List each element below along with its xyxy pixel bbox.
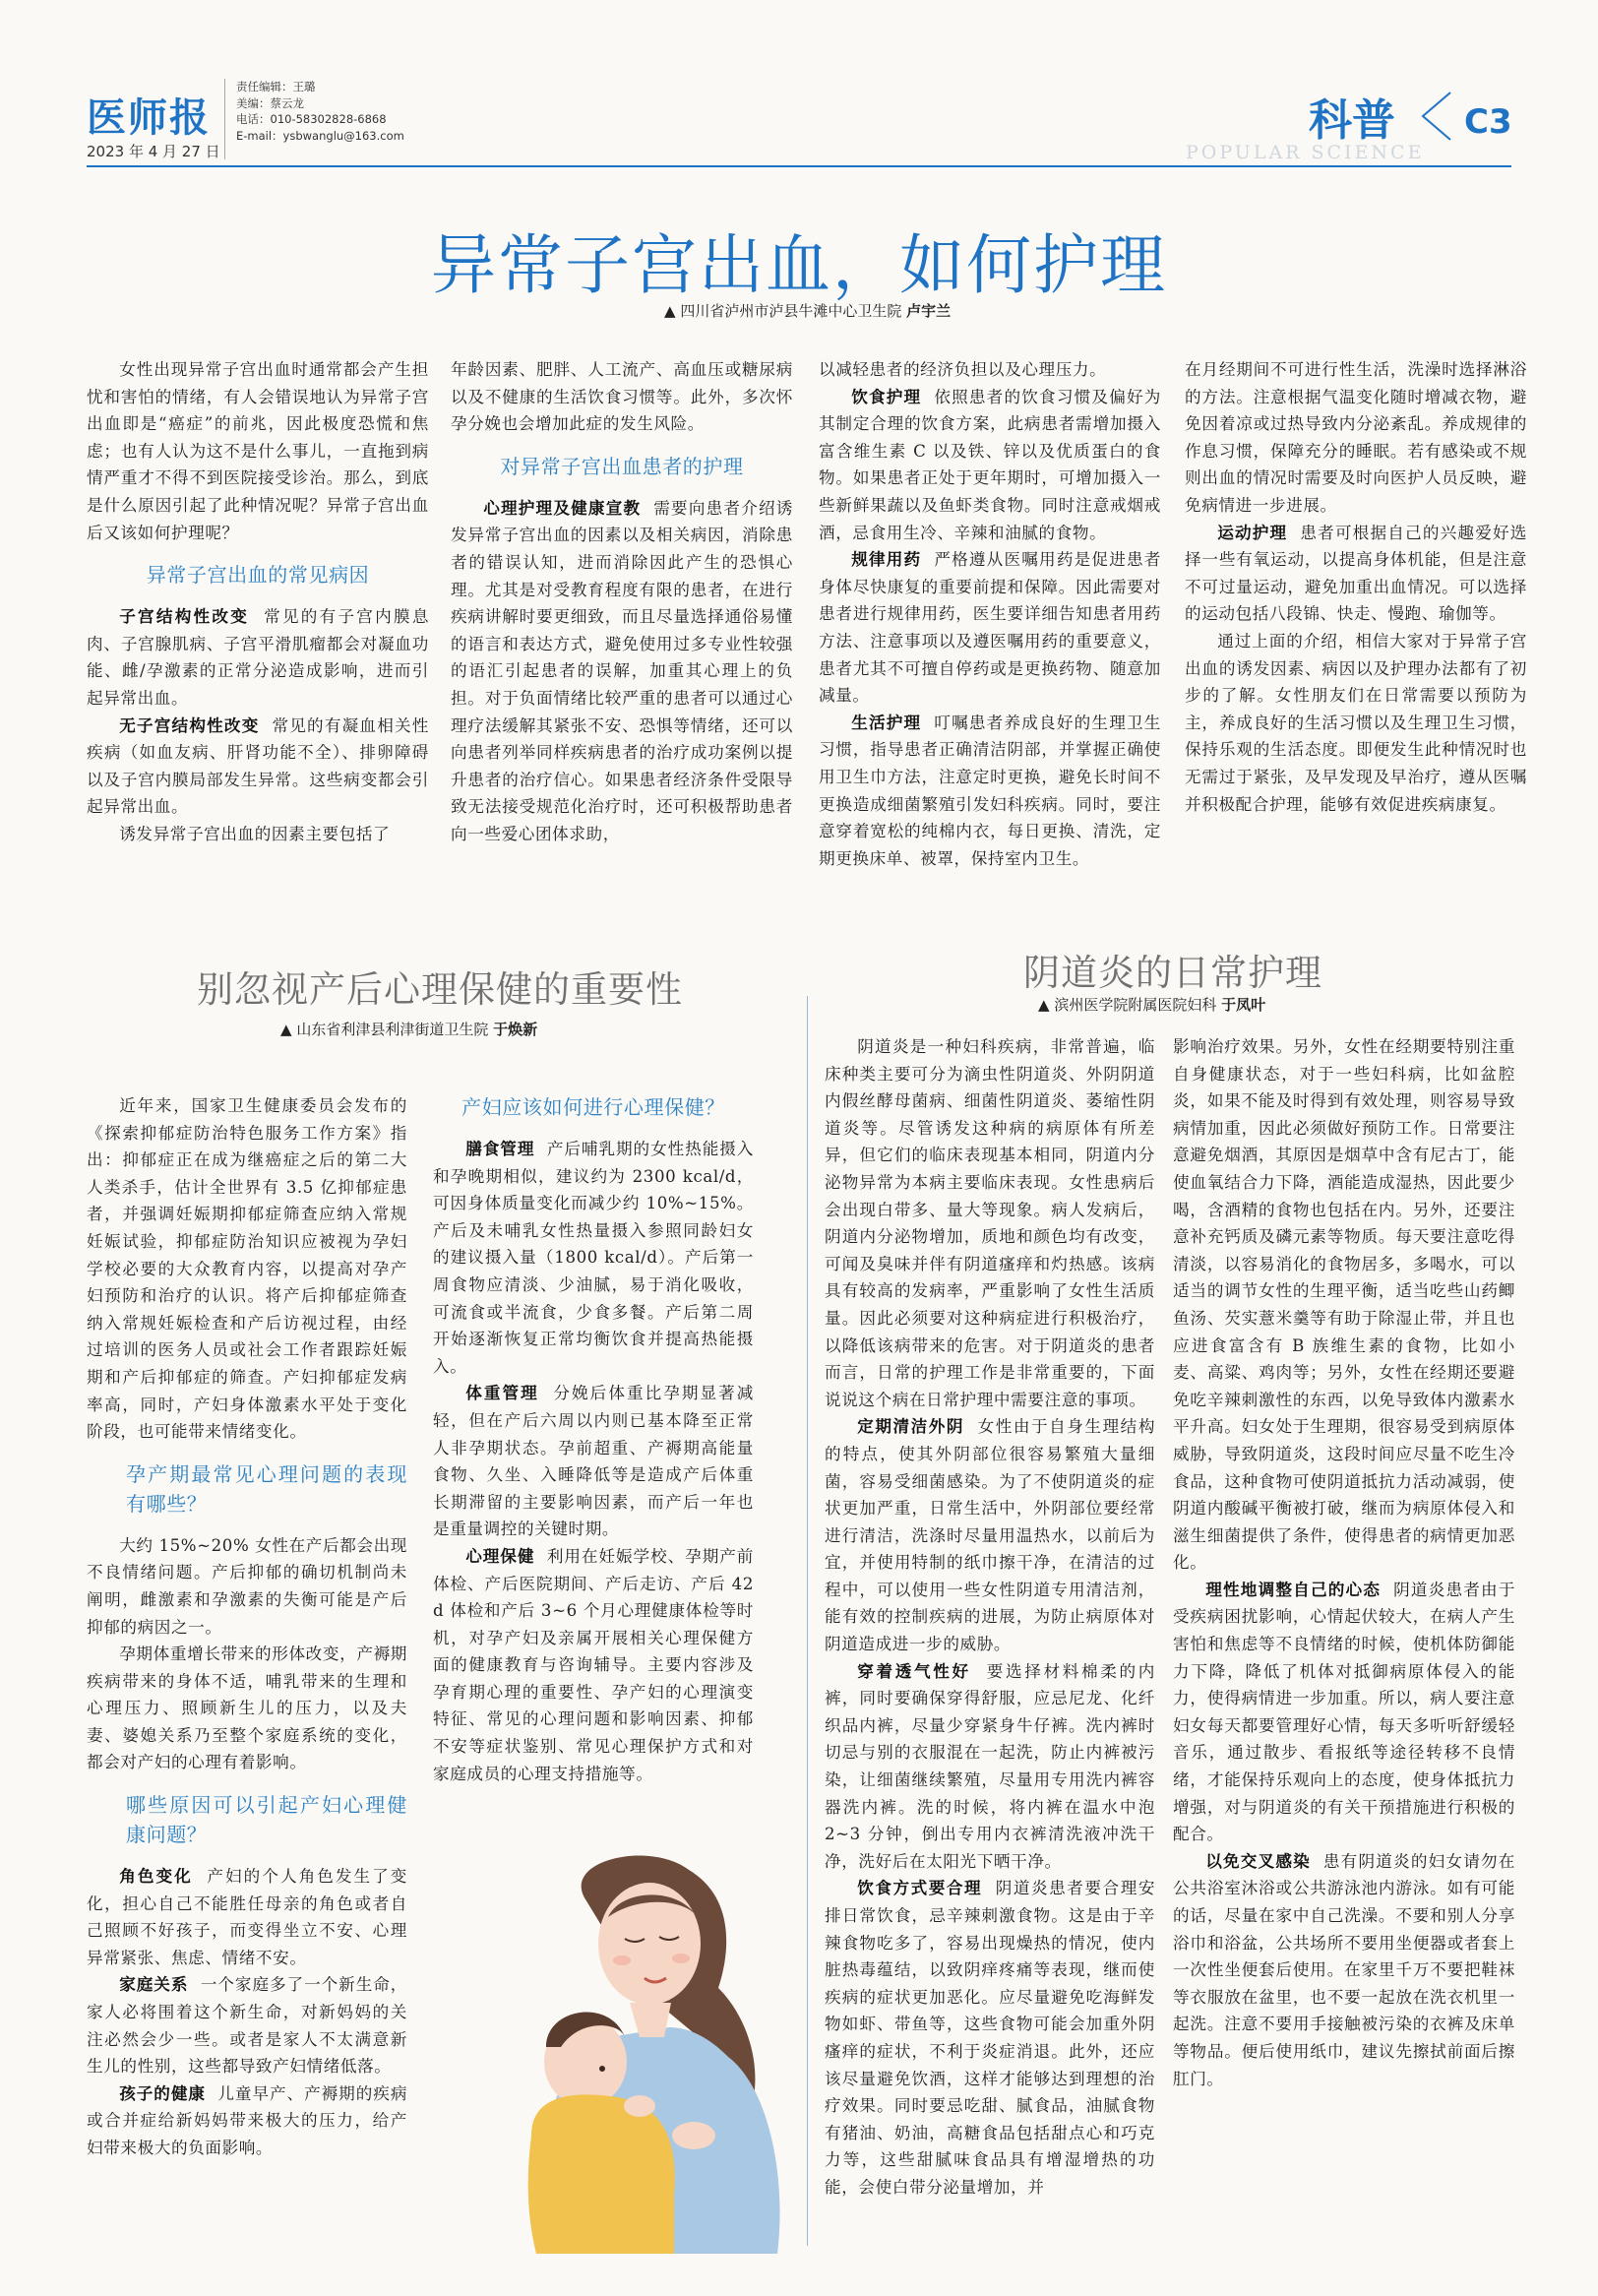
section-name: 科普 [1309,95,1395,146]
paragraph: 角色变化 产妇的个人角色发生了变化，担心自己不能胜任母亲的角色或者自己照顾不好孩子，而变得坐立不安、心理异常紧张、焦虑、情绪不安。 [87,1867,407,1967]
paragraph-lead: 无子宫结构性改变 [119,715,260,735]
paragraph-lead: 规律用药 [851,550,922,570]
paragraph: 定期清洁外阴 女性由于自身生理结构的特点，使其外阴部位很容易繁殖大量细菌，容易受细菌感染。为了不使阴道炎的症状更加严重，日常生活中，外阴部位要经常进行清洁，洗涤时尽量用温热水，以前后为宜，并使用特制的纸巾擦干净，在清洁的过程中，可以使用一些女性阴道专用清洁剂，能有效的控制疾病的进展，为防止病原体对阴道造成进一步的威胁。 [825,1417,1156,1654]
article3-column-1-body [825,1033,1155,2202]
paragraph: 饮食护理 依照患者的饮食习惯及偏好为其制定合理的饮食方案，此病患者需增加摄入富含维生素 C 以及铁、锌以及优质蛋白的食物。如果患者正处于更年期时，可增加摄入一些新鲜果蔬以及鱼虾类食物。同时注意戒烟戒酒，忌食用生冷、辛辣和油腻的食物。 [819,387,1161,542]
paragraph: 通过上面的介绍，相信大家对于异常子宫出血的诱发因素、病因以及护理办法都有了初步的了解。女性朋友们在日常需要以预防为主，养成良好的生活习惯以及生理卫生习惯，保持乐观的生活态度。即便发生此种情况时也无需过于紧张，及早发现及早治疗，遵从医嘱并积极配合护理，能够有效促进疾病康复。 [1185,631,1527,814]
paragraph: 生活护理 叮嘱患者养成良好的生理卫生习惯，指导患者正确清洁阴部，并掌握正确使用卫生巾方法，注意定时更换，避免长时间不更换造成细菌繁殖引发妇科疾病。同时，要注意穿着宽松的纯棉内衣，每日更换、清洗，定期更换床单、被罩，保持室内卫生。 [819,713,1161,868]
subheading: 对异常子宫出血患者的护理 [500,454,744,478]
paragraph: 子宫结构性改变 常见的有子宫内膜息肉、子宫腺肌病、子宫平滑肌瘤都会对凝血功能、雌/孕激素的正常分泌造成影响，进而引起异常出血。 [87,607,430,708]
byline-org: 四川省泸州市泸县牛滩中心卫生院 [680,302,902,320]
subheading: 哪些原因可以引起产妇心理健康问题？ [126,1793,407,1847]
article3-title: 阴道炎的日常护理 [1023,952,1322,994]
paragraph: 心理保健 利用在妊娠学校、孕期产前体检、产后医院期间、产后走访、产后 42 d 体检和产后 3~6 个月心理健康体检等时机，对孕产妇及亲属开展相关心理保健方面的健康教育与咨询辅导。主要内容涉及孕育期心理的重要性、孕产妇的心理演变特征、常见的心理问题和影响因素、抑郁不安等症状鉴别、常见心理保护方式和对家庭成员的心理支持措施等。 [433,1546,755,1783]
paragraph: 孩子的健康 儿童早产、产褥期的疾病或合并症给新妈妈带来极大的压力，给产妇带来极大的负面影响。 [87,2083,408,2157]
paragraph-lead: 体重管理 [465,1384,539,1403]
article3-byline [1038,994,1265,1015]
paragraph: 在月经期间不可进行性生活，洗澡时选择淋浴的方法。注意根据气温变化随时增减衣物，避免因着凉或过热导致内分泌紊乱。养成规律的作息习惯，保障充分的睡眠。若有感染或不规则出血的情况时需要及时向医护人员反映，避免病情进一步进展。 [1185,360,1527,515]
paragraph-lead: 心理护理及健康宣教 [483,498,642,518]
masthead-divider [224,79,225,159]
paragraph: 无子宫结构性改变 常见的有凝血相关性疾病（如血友病、肝肾功能不全）、排卵障碍以及子宫内膜局部发生异常。这些病变都会引起异常出血。 [87,715,429,817]
byline-author: 于凤叶 [1221,996,1266,1014]
paragraph-lead: 穿着透气性好 [857,1661,971,1681]
paragraph-lead: 家庭关系 [119,1975,189,1995]
byline-author: 于焕新 [493,1021,538,1038]
article1-column-1 [87,356,429,848]
chevron-left-icon [1417,91,1456,142]
column-divider [807,996,808,2246]
byline-org: 山东省利津县利津街道卫生院 [296,1021,489,1038]
paragraph: 以免交叉感染 患有阴道炎的妇女请勿在公共浴室沐浴或公共游泳池内游泳。如有可能的话，尽量在家中自己洗澡。不要和别人分享浴巾和浴盆，公共场所不要用坐便器或者套上一次性坐便套后使用。在家里千万不要把鞋袜等衣服放在盆里，也不要一起放在洗衣机里一起洗。注意不要用手接触被污染的衣裤及床单等物品。便后使用纸巾，建议先擦拭前面后擦肛门。 [1173,1851,1515,2088]
article2-column-2 [433,1092,754,1787]
newspaper-logo: 医师报 [87,95,211,141]
masthead-rule [87,165,1511,167]
paragraph: 心理护理及健康宣教 需要向患者介绍诱发异常子宫出血的因素以及相关病因，消除患者的错误认知，进而消除因此产生的恐惧心理。尤其是对受教育程度有限的患者，在进行疾病讲解时要更细致，而且尽量选择通俗易懂的语言和表达方式，避免使用过多专业性较强的语汇引起患者的误解，加重其心理上的负担。对于负面情绪比较严重的患者可以通过心理疗法缓解其紧张不安、恐惧等情绪，还可以向患者列举同样疾病患者的治疗成功案例以提升患者的治疗信心。如果患者经济条件受限导致无法接受规范化治疗时，还可积极帮助患者向一些爱心团体求助， [451,498,793,843]
paragraph-lead: 膳食管理 [465,1140,535,1158]
paragraph: 家庭关系 一个家庭多了一个新生命，家人必将围着这个新生命，对新妈妈的关注必然会少一些。或者是家人不太满意新生儿的性别，这些都导致产妇情绪低落。 [87,1975,408,2077]
paragraph: 饮食方式要合理 阴道炎患者要合理安排日常饮食，忌辛辣刺激食物。这是由于辛辣食物吃多了，容易出现燥热的情况，使内脏热毒蕴结，以致阴痒疼痛等表现，继而使疾病的症状更加恶化。应尽量避免吃海鲜发物如虾、带鱼等，这些食物可能会加重外阴瘙痒的症状，不利于炎症消退。此外，还应该尽量避免饮酒，这样才能够达到理想的治疗效果。同时要忌吃甜、腻食品，油腻食物有猪油、奶油，高糖食品包括甜点心和巧克力等，这些甜腻味食品具有增湿增热的功能，会使白带分泌量增加，并 [825,1879,1156,2197]
paragraph-lead: 饮食方式要合理 [857,1879,983,1898]
paragraph: 年龄因素、肥胖、人工流产、高血压或糖尿病以及不健康的生活饮食习惯等。此外，多次怀孕分娩也会增加此症的发生风险。 [451,360,793,434]
paragraph-lead: 饮食护理 [851,387,922,406]
designer-credit: 美编：蔡云龙 [236,95,304,110]
paragraph-lead: 以免交叉感染 [1205,1851,1311,1871]
paragraph: 影响治疗效果。另外，女性在经期要特别注重自身健康状态，对于一些妇科病，比如盆腔炎，如果不能及时得到有效处理，则容易导致病情加重，因此必须做好预防工作。日常要注意避免烟酒，其原因是烟草中含有尼古丁，能使血氧结合力下降，酒能造成湿热，因此要少喝，含酒精的食物也包括在内。另外，还要注意补充钙质及磷元素等物质。每天要注意吃得清淡，以容易消化的食物居多，多喝水，可以适当的调节女性的生理平衡，适当吃些山药鲫鱼汤、芡实薏米羹等有助于除湿止带，并且也应进食富含有 B 族维生素的食物，比如小麦、高粱、鸡肉等；另外，女性在经期还要避免吃辛辣刺激性的东西，以免导致体内激素水平升高。妇女处于生理期，很容易受到病原体威胁，导致阴道炎，这段时间应尽量不吃生冷食品，这种食物可使阴道抵抗力活动减弱，使阴道内酸碱平衡被打破，继而为病原体侵入和滋生细菌提供了条件，使得患者的病情更加恶化。 [1173,1037,1515,1573]
article2-byline [280,1019,537,1039]
paragraph-lead: 运动护理 [1217,523,1288,542]
paragraph-lead: 理性地调整自己的心态 [1205,1580,1382,1599]
subheading: 异常子宫出血的常见病因 [146,563,370,588]
section-name-english: POPULAR SCIENCE [1186,142,1425,163]
article1-title: 异常子宫出血，如何护理 [431,227,1167,303]
paragraph-lead: 角色变化 [119,1867,193,1887]
triangle-icon: ▲ [1038,996,1050,1014]
paragraph: 穿着透气性好 要选择材料棉柔的内裤，同时要确保穿得舒服，应忌尼龙、化纤织品内裤，尽量少穿紧身牛仔裤。洗内裤时切忌与别的衣服混在一起洗，防止内裤被污染，让细菌继续繁殖，尽量用专用洗内裤容器洗内裤。洗的时候，将内裤在温水中泡 2~3 分钟，倒出专用内衣裤清洗液冲洗干净，洗好后在太阳光下晒干净。 [825,1661,1156,1871]
paragraph-lead: 心理保健 [465,1546,535,1566]
issue-date: 2023 年 4 月 27 日 [87,143,220,160]
paragraph: 近年来，国家卫生健康委员会发布的《探索抑郁症防治特色服务工作方案》指出：抑郁症正在成为继癌症之后的第二大人类杀手，估计全世界有 3.5 亿抑郁症患者，并强调妊娠期抑郁症筛查应纳入常规妊娠试验，抑郁症防治知识应被视为孕妇学校必要的大众教育内容，以提高对孕产妇预防和治疗的认识。将产后抑郁症筛查纳入常规妊娠检查和产后访视过程，由经过培训的医务人员或社会工作者跟踪妊娠期和产后抑郁症的筛查。产妇抑郁症发病率高，同时，产妇身体激素水平处于变化阶段，也可能带来情绪变化。 [87,1096,407,1442]
byline-org: 滨州医学院附属医院妇科 [1054,996,1217,1014]
article1-byline [664,300,951,321]
paragraph: 理性地调整自己的心态 阴道炎患者由于受疾病困扰影响，心情起伏较大，在病人产生害怕和焦虑等不良情绪的时候，使机体防御能力下降，降低了机体对抵御病原体侵入的能力，使得病情进一步加重。所以，病人要注意妇女每天都要管理好心情，每天多听听舒缓轻音乐，通过散步、看报纸等途径转移不良情绪，才能保持乐观向上的态度，使身体抵抗力增强，对与阴道炎的有关干预措施进行积极的配合。 [1173,1580,1516,1844]
paragraph: 规律用药 严格遵从医嘱用药是促进患者身体尽快康复的重要前提和保障。因此需要对患者进行规律用药，医生要详细告知患者用药方法、注意事项以及遵医嘱用药的重要意义，患者尤其不可擅自停药或是更换药物、随意加减量。 [819,550,1161,706]
paragraph-lead: 子宫结构性改变 [119,607,250,627]
triangle-icon: ▲ [664,302,676,320]
paragraph: 孕期体重增长带来的形体改变，产褥期疾病带来的身体不适，哺乳带来的生理和心理压力、照顾新生儿的压力，以及夫妻、婆媳关系乃至整个家庭系统的变化，都会对产妇的心理有着影响。 [87,1644,407,1772]
paragraph-lead: 定期清洁外阴 [857,1417,964,1437]
paragraph: 阴道炎是一种妇科疾病，非常普遍，临床种类主要可分为滴虫性阴道炎、外阴阴道内假丝酵母菌病、细菌性阴道炎、萎缩性阴道炎等。尽管诱发这种病的病原体有所差异，但它们的临床表现基本相同，阴道内分泌物异常为本病主要临床表现。女性患病后会出现白带多、量大等现象。病人发病后，阴道内分泌物增加，质地和颜色均有改变，可闻及臭味并伴有阴道瘙痒和灼热感。该病具有较高的发病率，严重影响了女性生活质量。因此必须要对这种病症进行积极治疗，以降低该病带来的危害。对于阴道炎的患者而言，日常的护理工作是非常重要的，下面说说这个病在日常护理中需要注意的事项。 [825,1037,1155,1409]
masthead-credits [236,79,404,144]
article1-column-4 [1185,356,1527,818]
phone-contact: 电话：010-58302828-6868 [236,112,387,126]
article2-column-1 [87,1092,407,2162]
article1-column-2 [451,356,793,848]
paragraph: 以减轻患者的经济负担以及心理压力。 [819,360,1107,379]
paragraph: 女性出现异常子宫出血时通常都会产生担忧和害怕的情绪，有人会错误地认为异常子宫出血即是“癌症”的前兆，因此极度恐慌和焦虑；也有人认为这不是什么事儿，一直拖到病情严重才不得不到医院接受诊治。那么，到底是什么原因引起了此种情况呢？异常子宫出血后又该如何护理呢？ [87,360,429,542]
mother-child-illustration [492,1840,787,2254]
paragraph-lead: 生活护理 [851,713,922,732]
article3-column-2 [1173,1033,1515,2092]
article1-column-3 [819,356,1161,872]
paragraph: 体重管理 分娩后体重比孕期显著减轻，但在产后六周以内则已基本降至正常人非孕期状态。孕前超重、产褥期高能量食物、久坐、入睡降低等是造成产后体重长期滞留的主要影响因素，而产后一年也是重量调控的关键时期。 [433,1384,754,1539]
triangle-icon: ▲ [280,1021,292,1038]
article2-title: 别忽视产后心理保健的重要性 [197,968,683,1011]
editor-credit: 责任编辑：王璐 [236,80,316,93]
paragraph-lead: 孩子的健康 [119,2083,206,2103]
paragraph: 大约 15%~20% 女性在产后都会出现不良情绪问题。产后抑郁的确切机制尚未阐明，雌激素和孕激素的失衡可能是产后抑郁的病因之一。 [87,1535,407,1637]
paragraph: 运动护理 患者可根据自己的兴趣爱好选择一些有氧运动，以提高身体机能，但是注意不可过量运动，避免加重出血情况。可以选择的运动包括八段锦、快走、慢跑、瑜伽等。 [1185,523,1527,624]
subheading: 孕产期最常见心理问题的表现有哪些？ [126,1461,407,1516]
email-contact: E-mail：ysbwanglu@163.com [236,128,404,143]
page-number: C3 [1464,102,1512,142]
byline-author: 卢宇兰 [906,302,952,320]
subheading: 产妇应该如何进行心理保健？ [461,1095,725,1119]
paragraph: 膳食管理 产后哺乳期的女性热能摄入和孕晚期相似，建议约为 2300 kcal/d，可因身体质量变化而减少约 10%~15%。产后及未哺乳女性热量摄入参照同龄妇女的建议摄入量（1800 kcal/d）。产后第一周食物应清淡、少油腻，易于消化吸收，可流食或半流食，少食多餐。产后第二周开始逐渐恢复正常均衡饮食并提高热能摄入。 [433,1140,755,1376]
paragraph: 诱发异常子宫出血的因素主要包括了 [119,824,391,843]
